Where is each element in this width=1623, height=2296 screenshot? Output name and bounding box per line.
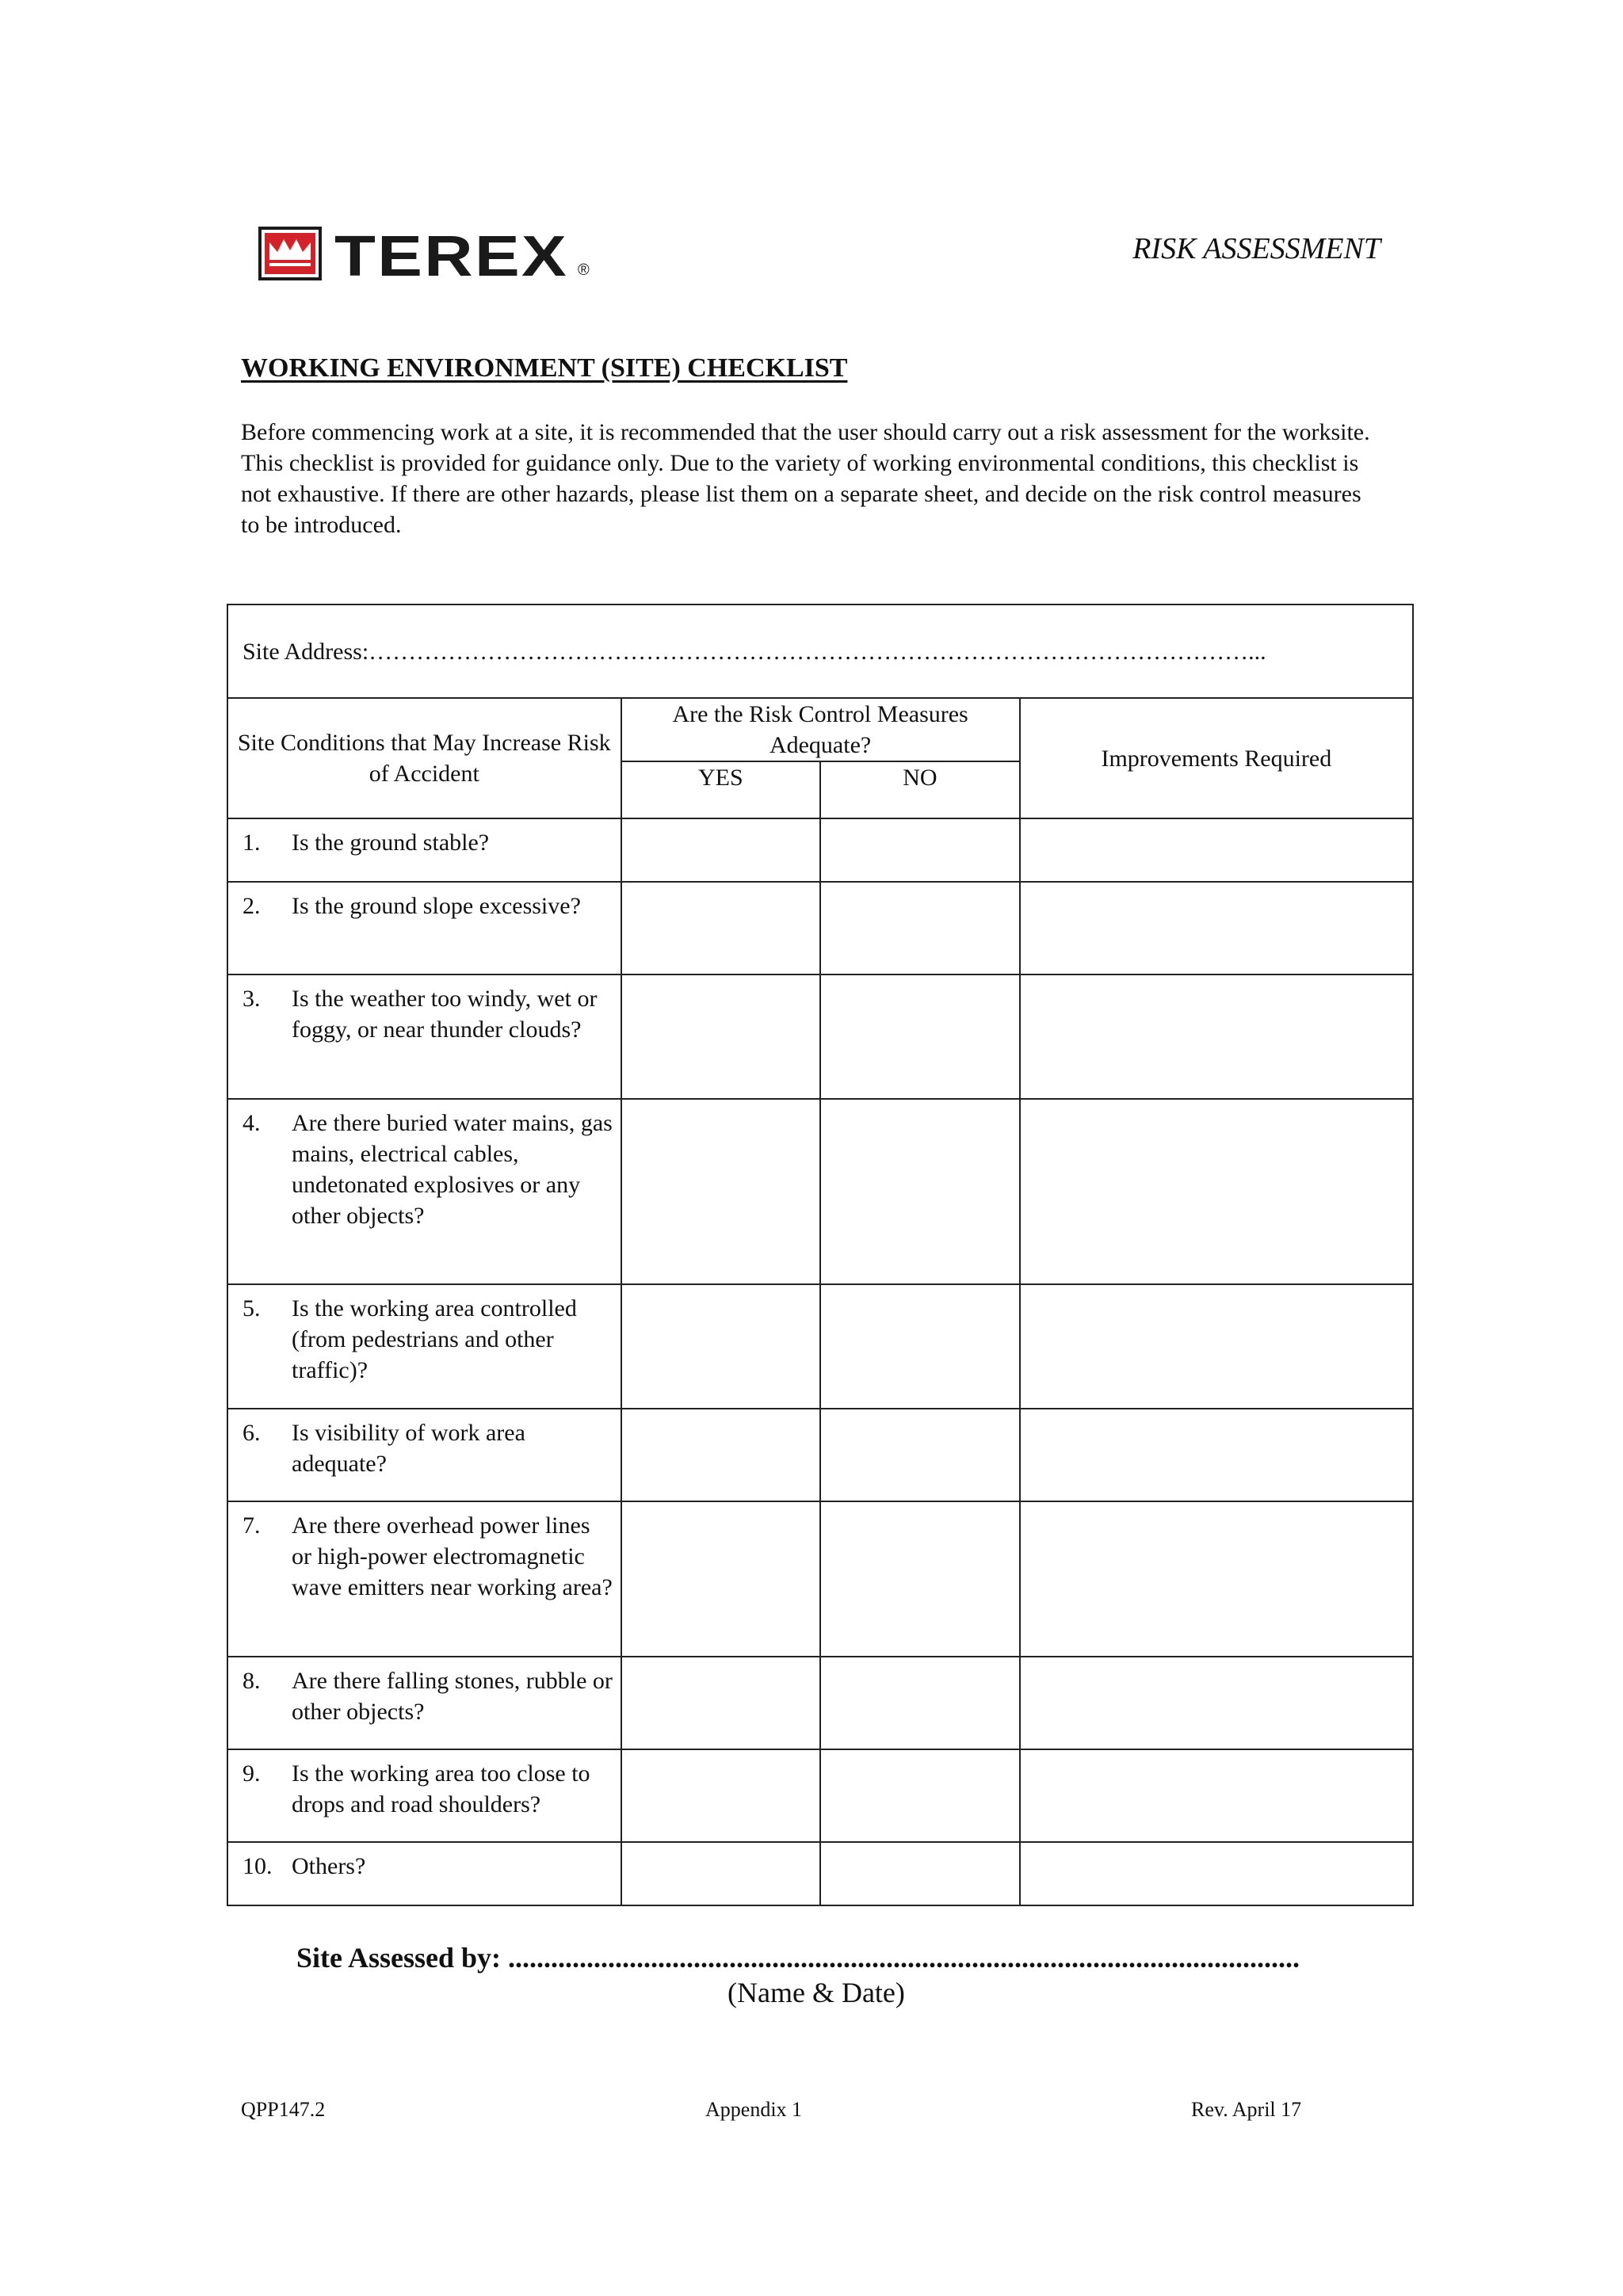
improvements-cell[interactable] (1020, 1284, 1413, 1409)
question-text: Is the working area too close to drops and road shoulders? (292, 1760, 590, 1817)
site-address-field[interactable]: Site Address:…………………………………………………………………………………………………... (227, 605, 1413, 698)
question-cell (227, 1842, 621, 1905)
question-cell (227, 818, 621, 882)
table-row (227, 1099, 1413, 1284)
question-text: Is the ground slope excessive? (292, 893, 581, 919)
checklist-table (227, 604, 1414, 1906)
table-row (227, 1501, 1413, 1657)
yes-cell[interactable] (621, 974, 821, 1099)
question-number: 1. (242, 830, 261, 856)
site-address-row (227, 605, 1413, 698)
no-cell[interactable] (820, 1749, 1020, 1842)
yes-cell[interactable] (621, 1749, 821, 1842)
terex-logo (258, 225, 590, 288)
table-row (227, 1842, 1413, 1905)
question-number: 7. (242, 1512, 261, 1539)
table-row (227, 974, 1413, 1099)
no-cell[interactable] (820, 1284, 1020, 1409)
improvements-cell[interactable] (1020, 882, 1413, 974)
question-cell (227, 1284, 621, 1409)
table-row (227, 882, 1413, 974)
table-row (227, 1749, 1413, 1842)
question-number: 5. (242, 1295, 261, 1322)
no-cell[interactable] (820, 1501, 1020, 1657)
column-header-no: NO (820, 761, 1020, 818)
question-text: Are there falling stones, rubble or other objects? (292, 1668, 613, 1725)
question-text: Is the working area controlled (from pedestrians and other traffic)? (292, 1295, 577, 1383)
question-number: 2. (242, 893, 261, 919)
question-text: Is the weather too windy, wet or foggy, or near thunder clouds? (292, 986, 598, 1043)
table-row (227, 818, 1413, 882)
question-text: Is visibility of work area adequate? (292, 1420, 525, 1477)
question-text: Is the ground stable? (292, 830, 490, 856)
improvements-cell[interactable] (1020, 818, 1413, 882)
improvements-cell[interactable] (1020, 1099, 1413, 1284)
question-number: 6. (242, 1420, 261, 1446)
question-cell (227, 974, 621, 1099)
no-cell[interactable] (820, 818, 1020, 882)
table-row (227, 1409, 1413, 1501)
yes-cell[interactable] (621, 1099, 821, 1284)
table-row (227, 1657, 1413, 1749)
question-cell (227, 1657, 621, 1749)
no-cell[interactable] (820, 1657, 1020, 1749)
brand-name: TEREX (334, 225, 569, 288)
no-cell[interactable] (820, 1099, 1020, 1284)
column-header-yes: YES (621, 761, 821, 818)
yes-cell[interactable] (621, 1501, 821, 1657)
intro-paragraph: Before commencing work at a site, it is recommended that the user should carry out a risk assessment for the worksite. This checklist is provided for guidance only. Due to the variety of working environmental conditions, this checklist is not exhaustive. If there are other hazards, please list them on a separate sheet, and decide on the risk control measures to be introduced. (241, 419, 1370, 538)
column-header-conditions: Site Conditions that May Increase Risk of Accident (227, 698, 621, 818)
question-number: 9. (242, 1760, 261, 1787)
column-header-improvements: Improvements Required (1020, 698, 1413, 818)
header-section-label: RISK ASSESSMENT (1132, 232, 1381, 265)
yes-cell[interactable] (621, 1842, 821, 1905)
question-cell (227, 1409, 621, 1501)
name-date-caption: (Name & Date) (727, 1977, 905, 2008)
site-assessed-by-field[interactable]: Site Assessed by: ............................................................................................................... (296, 1942, 1300, 1974)
improvements-cell[interactable] (1020, 1501, 1413, 1657)
table-header-row (227, 698, 1413, 761)
improvements-cell[interactable] (1020, 1749, 1413, 1842)
question-cell (227, 882, 621, 974)
question-cell (227, 1501, 621, 1657)
column-header-measures: Are the Risk Control Measures Adequate? (621, 698, 1020, 761)
footer-revision: Rev. April 17 (1191, 2098, 1302, 2121)
terex-crown-icon (258, 227, 322, 280)
yes-cell[interactable] (621, 1409, 821, 1501)
table-row (227, 1284, 1413, 1409)
improvements-cell[interactable] (1020, 974, 1413, 1099)
no-cell[interactable] (820, 974, 1020, 1099)
yes-cell[interactable] (621, 1657, 821, 1749)
document-title: WORKING ENVIRONMENT (SITE) CHECKLIST (241, 353, 848, 383)
question-cell (227, 1749, 621, 1842)
improvements-cell[interactable] (1020, 1657, 1413, 1749)
question-number: 10. (242, 1853, 273, 1879)
footer-appendix: Appendix 1 (705, 2098, 803, 2121)
registered-mark: ® (578, 261, 590, 279)
yes-cell[interactable] (621, 882, 821, 974)
question-text: Are there buried water mains, gas mains, electrical cables, undetonated explosives or any other objects? (292, 1110, 613, 1229)
improvements-cell[interactable] (1020, 1842, 1413, 1905)
yes-cell[interactable] (621, 1284, 821, 1409)
footer-doc-code: QPP147.2 (241, 2098, 326, 2121)
question-text: Are there overhead power lines or high-power electromagnetic wave emitters near working area? (292, 1512, 613, 1600)
question-number: 8. (242, 1668, 261, 1694)
question-number: 4. (242, 1110, 261, 1136)
no-cell[interactable] (820, 1842, 1020, 1905)
question-cell (227, 1099, 621, 1284)
yes-cell[interactable] (621, 818, 821, 882)
no-cell[interactable] (820, 882, 1020, 974)
improvements-cell[interactable] (1020, 1409, 1413, 1501)
question-number: 3. (242, 986, 261, 1012)
question-text: Others? (292, 1853, 366, 1879)
no-cell[interactable] (820, 1409, 1020, 1501)
